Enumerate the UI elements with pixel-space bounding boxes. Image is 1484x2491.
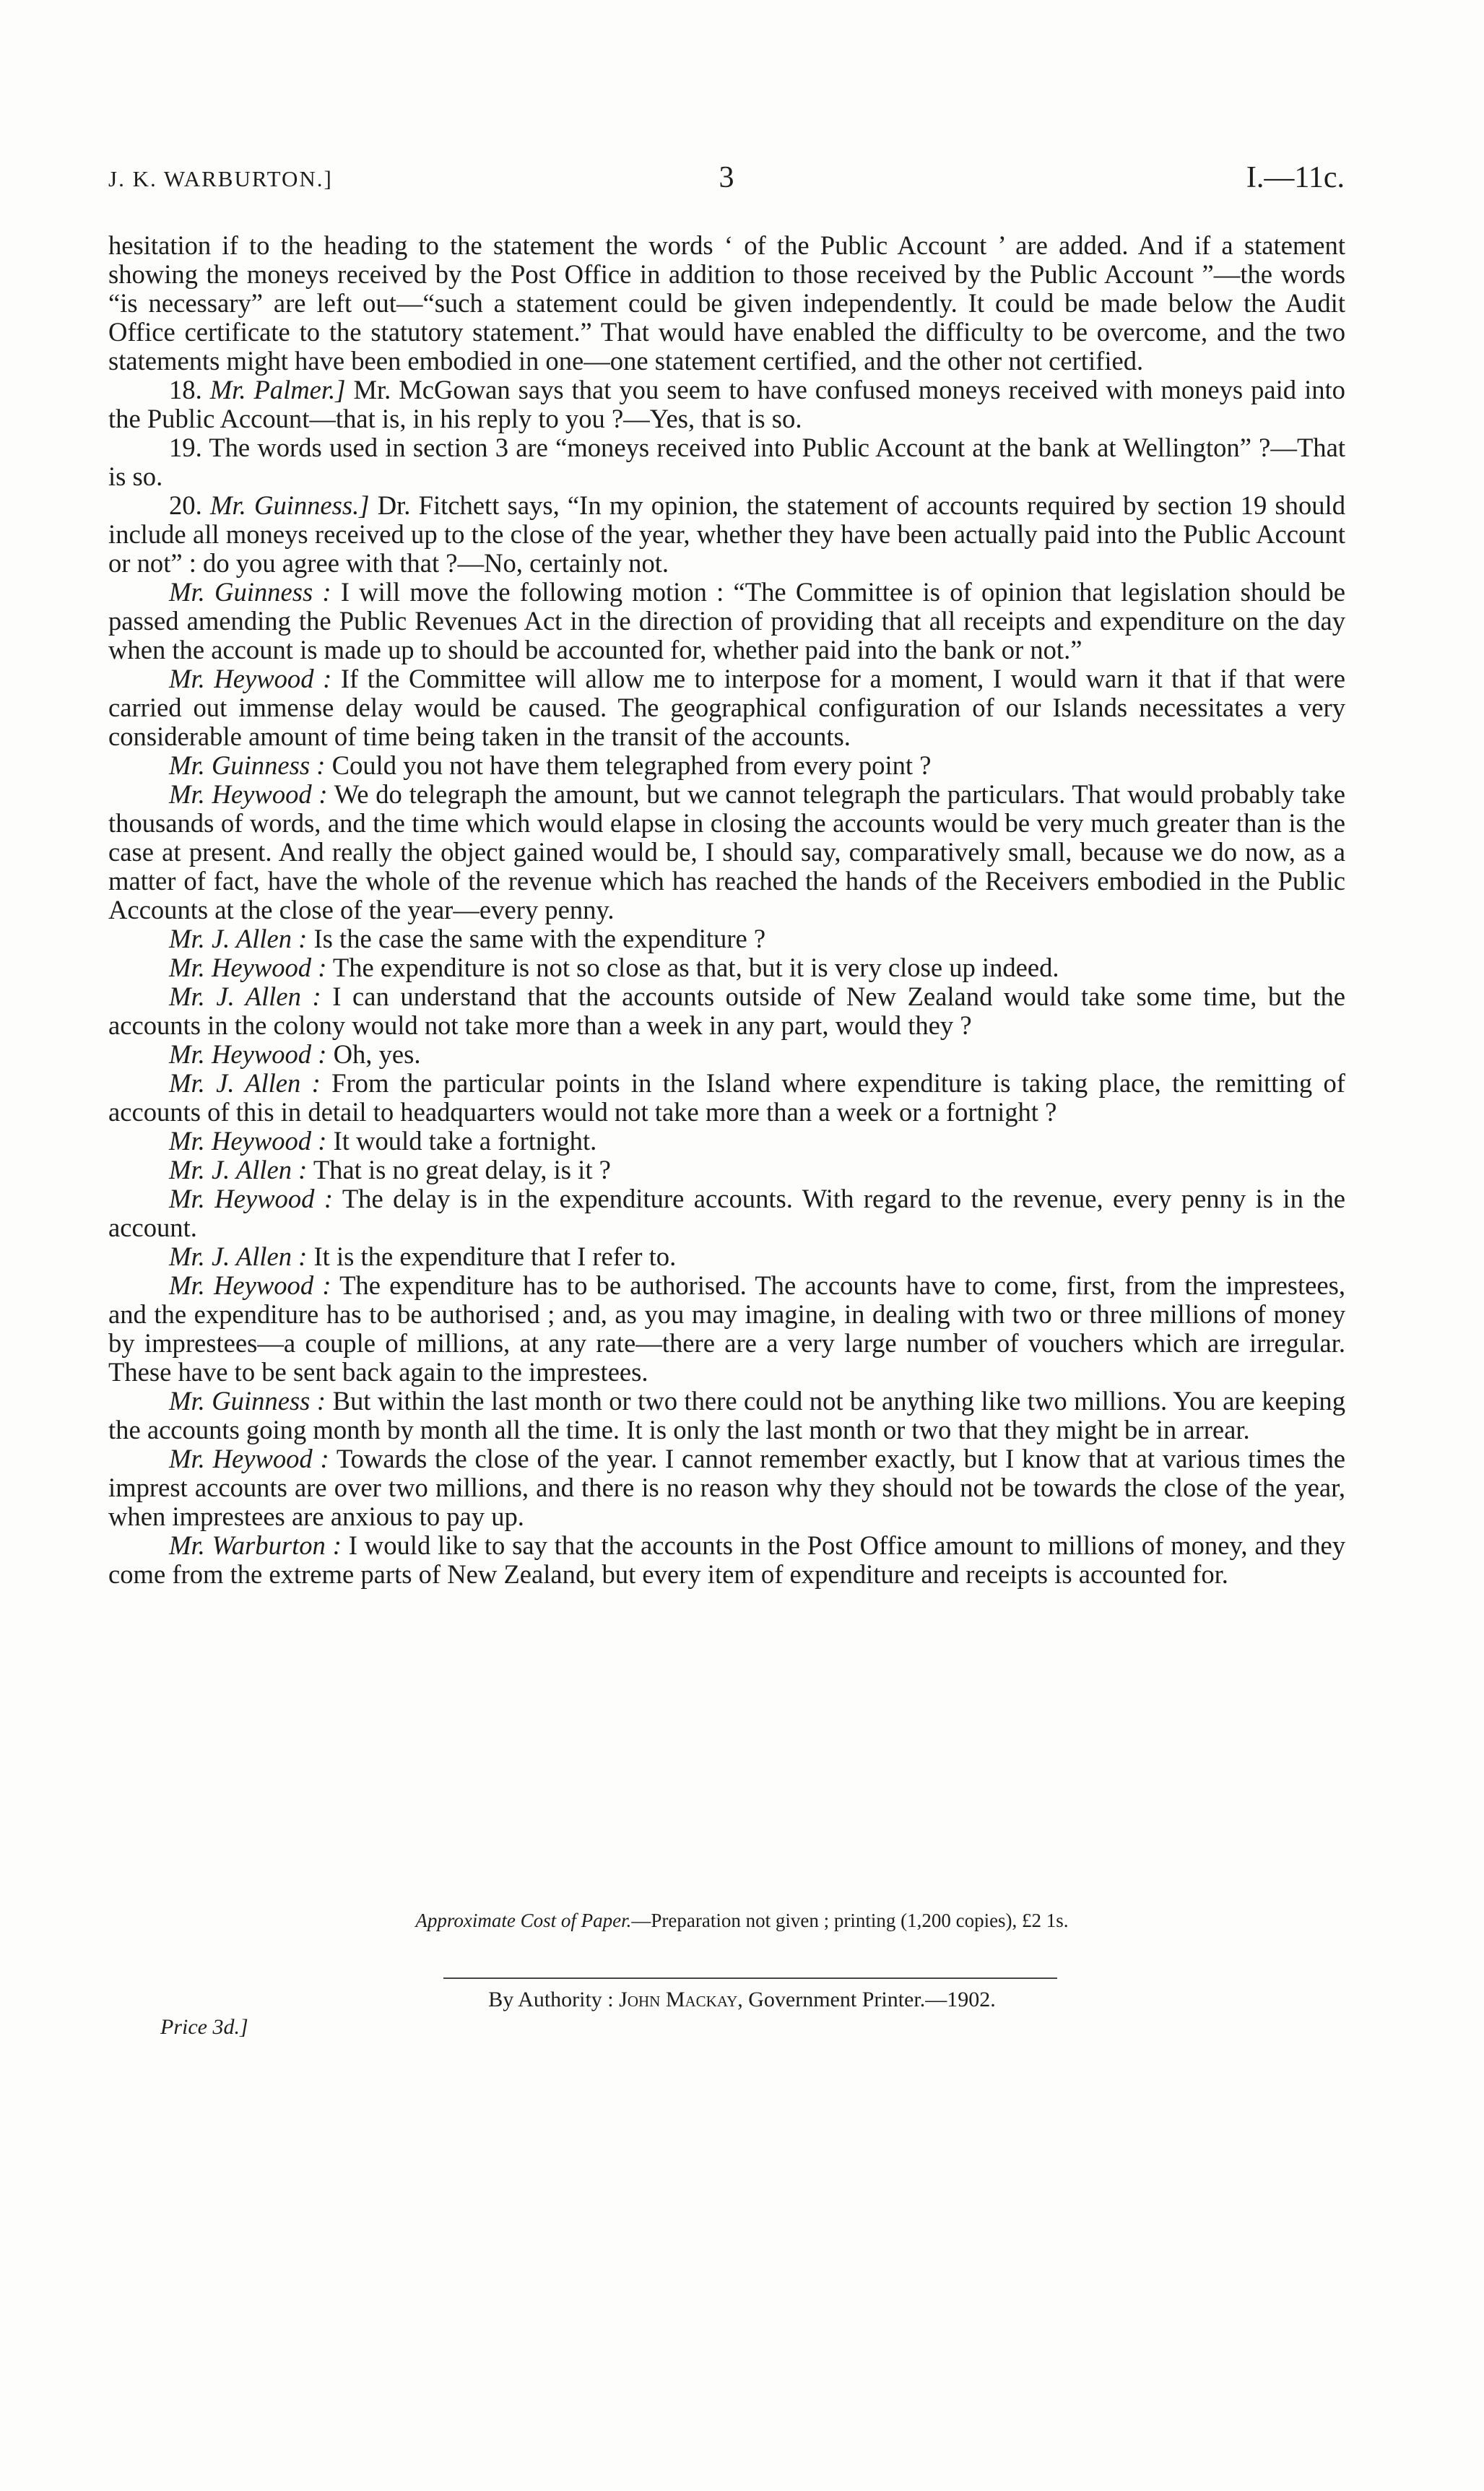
paragraph: [108, 751, 1345, 780]
paragraph-text: hesitation if to the heading to the statement the words ‘ of the Public Account ’ are added. And if a statement showing the moneys received by the Post Office in addition to those received by the Public Account ”—the words “is necessary” are left out—“such a statement could be given independently. It could be made below the Audit Office certificate to the statutory statement.” That would have enabled the difficulty to be overcome, and the two statements might have been embodied in one—one statement certified, and the other not certified.: [108, 230, 1345, 376]
paragraph-text: It is the expenditure that I refer to.: [313, 1242, 677, 1271]
speaker: Mr. Heywood :: [169, 664, 332, 693]
document-reference: I.—11c.: [1246, 161, 1345, 194]
paragraph: [108, 1242, 1345, 1271]
cost-note: [0, 1910, 1484, 1932]
paragraph-text: I will move the following motion : “The Committee is of opinion that legislation should be passed amending the Public Revenues Act in the direction of providing that all receipts and expenditure on the day when the account is made up to should be accounted for, whether paid into the bank or not.”: [108, 577, 1345, 664]
paragraph: [108, 1531, 1345, 1589]
speaker: Mr. Guinness :: [169, 750, 326, 780]
paragraph: [108, 578, 1345, 664]
paragraph: [108, 1387, 1345, 1444]
paragraph: [108, 1271, 1345, 1387]
paragraph-text: It would take a fortnight.: [333, 1126, 597, 1156]
paragraph: [108, 1156, 1345, 1184]
speaker: Mr. Warburton :: [169, 1530, 342, 1560]
paragraph: [108, 1069, 1345, 1127]
body-text: [108, 231, 1345, 1589]
paragraph-text: We do telegraph the amount, but we cannot telegraph the particulars. That would probably take thousands of words, and the time which would elapse in closing the accounts would be very much greater than is the case at present. And really the object gained would be, I should say, comparatively small, because we do now, as a matter of fact, have the whole of the revenue which has reached the hands of the Receivers embodied in the Public Accounts at the close of the year—every penny.: [108, 779, 1345, 924]
paragraph: [108, 780, 1345, 924]
speaker: Mr. J. Allen :: [169, 924, 308, 953]
speaker: Mr. Guinness.]: [209, 490, 370, 520]
paragraph: [108, 231, 1345, 376]
cost-label: Approximate Cost of Paper.: [415, 1910, 632, 1931]
paragraph-text: I can understand that the accounts outside of New Zealand would take some time, but the accounts in the colony would not take more than a week in any part, would they ?: [108, 982, 1345, 1040]
paragraph-text: That is no great delay, is it ?: [313, 1155, 611, 1184]
question-number: 18.: [169, 375, 202, 404]
header-witness: J. K. WARBURTON.]: [108, 166, 333, 191]
speaker: Mr. J. Allen :: [169, 1242, 308, 1271]
paragraph-text: Could you not have them telegraphed from every point ?: [331, 750, 932, 780]
paragraph: [108, 1040, 1345, 1069]
paragraph-text: Is the case the same with the expenditure ?: [313, 924, 766, 953]
paragraph-text: But within the last month or two there could not be anything like two millions. You are keeping the accounts going month by month all the time. It is only the last month or two that they might be in arrear.: [108, 1386, 1346, 1444]
speaker: Mr. Guinness :: [169, 577, 331, 607]
speaker: Mr. J. Allen :: [169, 1155, 308, 1184]
speaker: Mr. Palmer.]: [209, 375, 346, 404]
cost-text: —Preparation not given ; printing (1,200 copies), £2 1s.: [631, 1910, 1069, 1931]
footer-rule: [443, 1977, 1057, 1979]
paragraph-text: If the Committee will allow me to interpose for a moment, I would warn it that if that were carried out immense delay would be caused. The geographical configuration of our Islands necessitates a very considerable amount of time being taken in the transit of the accounts.: [108, 664, 1345, 751]
printer-imprint: [0, 1988, 1484, 2012]
speaker: Mr. Heywood :: [169, 1444, 329, 1473]
page-number: 3: [719, 161, 734, 194]
speaker: Mr. Heywood :: [169, 779, 328, 809]
paragraph: [108, 1127, 1345, 1156]
paragraph: [108, 924, 1345, 953]
paragraph-text: I would like to say that the accounts in the Post Office amount to millions of money, and they come from the extreme parts of New Zealand, but every item of expenditure and receipts is accounted for.: [108, 1530, 1346, 1589]
paragraph-text: The expenditure has to be authorised. The accounts have to come, first, from the imprestees, and the expenditure has to be authorised ; and, as you may imagine, in dealing with two or three millions of money by imprestees—a couple of millions, at any rate—there are a very large number of vouchers which are irregular. These have to be sent back again to the imprestees.: [108, 1270, 1346, 1387]
paragraph: [108, 433, 1345, 491]
paragraph: [108, 1444, 1345, 1531]
paragraph-text: Towards the close of the year. I cannot remember exactly, but I know that at various times the imprest accounts are over two millions, and there is no reason why they should not be towards the close of the year, when imprestees are anxious to pay up.: [108, 1444, 1346, 1531]
speaker: Mr. Heywood :: [169, 1039, 327, 1069]
speaker: Mr. Heywood :: [169, 1270, 331, 1300]
paragraph-text: From the particular points in the Island where expenditure is taking place, the remitting of accounts of this in detail to headquarters would not take more than a week or a fortnight ?: [108, 1068, 1345, 1127]
speaker: Mr. Heywood :: [169, 1126, 327, 1156]
paragraph: [108, 491, 1345, 578]
paragraph-text: Dr. Fitchett says, “In my opinion, the statement of accounts required by section 19 should include all moneys received up to the close of the year, whether they have been actually paid into the Public Account or not” : do you agree with that ?—No, certainly not.: [108, 490, 1345, 578]
speaker: Mr. J. Allen :: [169, 1068, 321, 1098]
authority-rest: Government Printer.—1902.: [748, 1988, 996, 2011]
authority-label: By Authority :: [488, 1988, 614, 2011]
paragraph: [108, 1184, 1345, 1242]
paragraph-text: Oh, yes.: [333, 1039, 421, 1069]
question-number: 20.: [169, 490, 202, 520]
paragraph-text: The expenditure is not so close as that, but it is very close up indeed.: [332, 953, 1059, 982]
speaker: Mr. Guinness :: [169, 1386, 326, 1416]
speaker: Mr. Heywood :: [169, 953, 327, 982]
paragraph: [108, 982, 1345, 1040]
price-note: Price 3d.]: [160, 2015, 248, 2039]
paragraph-text: Mr. McGowan says that you seem to have confused moneys received with moneys paid into the Public Account—that is, in his reply to you ?—Yes, that is so.: [108, 375, 1345, 433]
paragraph: [108, 376, 1345, 433]
speaker: Mr. J. Allen :: [169, 982, 321, 1011]
paragraph-text: 19. The words used in section 3 are “moneys received into Public Account at the bank at Wellington” ?—That is so.: [108, 433, 1345, 491]
printer-name: John Mackay,: [619, 1988, 743, 2011]
paragraph: [108, 664, 1345, 751]
paragraph: [108, 953, 1345, 982]
paragraph-text: The delay is in the expenditure accounts. With regard to the revenue, every penny is in the account.: [108, 1184, 1345, 1242]
speaker: Mr. Heywood :: [169, 1184, 334, 1213]
page-header: [108, 160, 1345, 204]
